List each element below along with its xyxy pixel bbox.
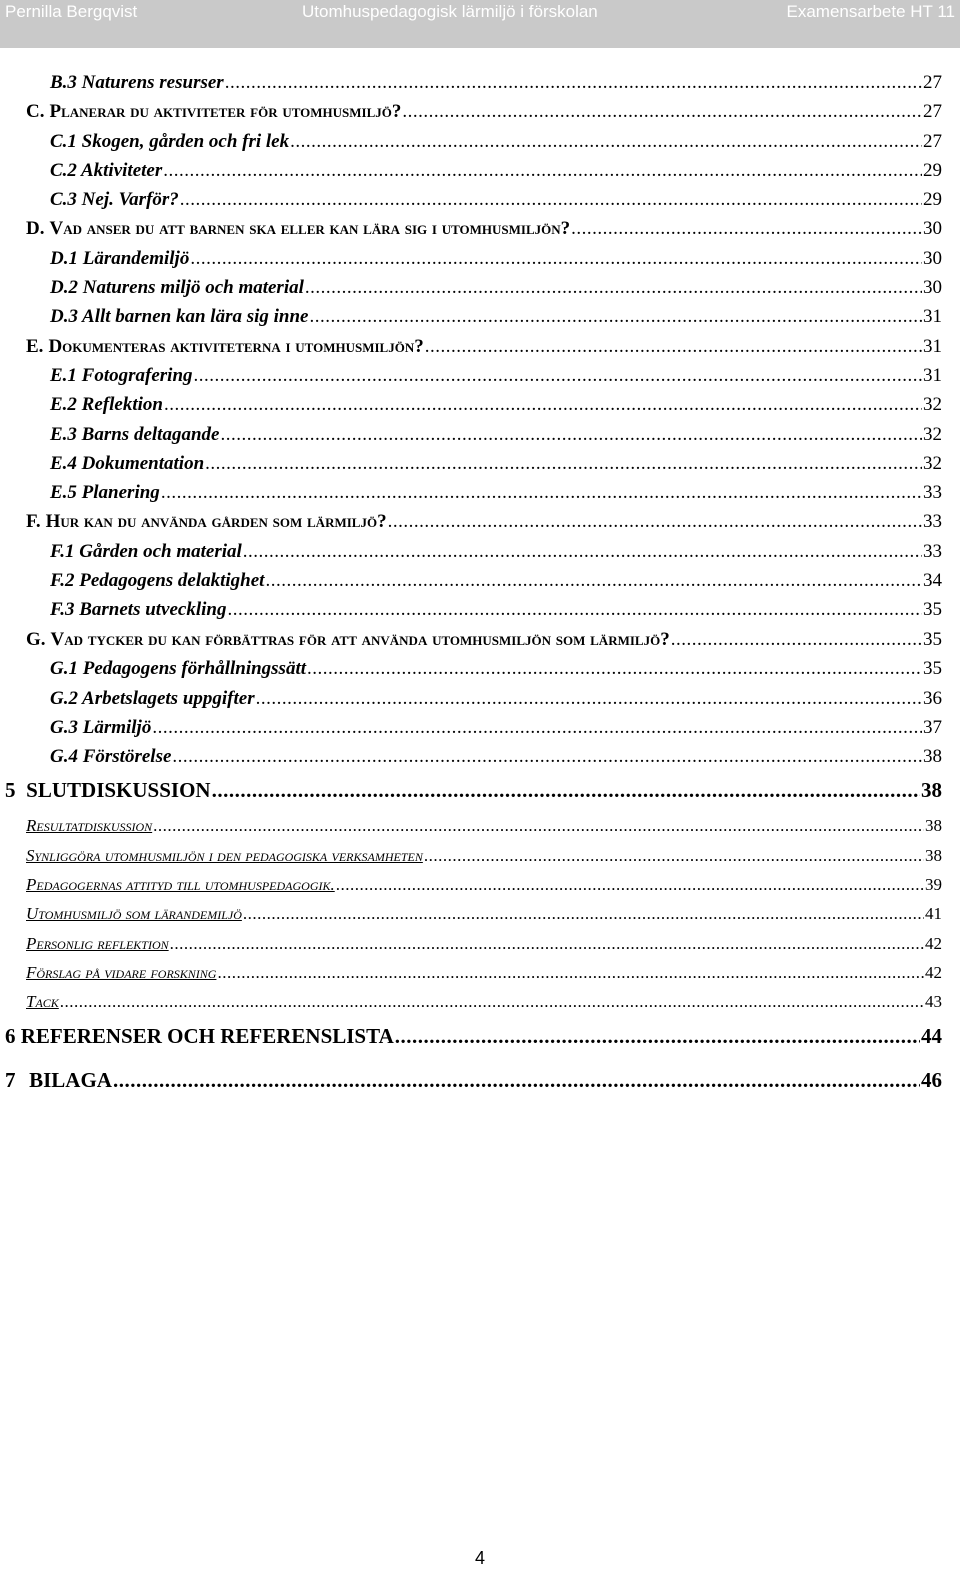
- toc-entry[interactable]: [26, 904, 942, 924]
- toc-entry-title: D.3 Allt barnen kan lära sig inne: [50, 306, 309, 327]
- toc-entry-title: BILAGA: [29, 1068, 112, 1092]
- toc-entry-title: F.3 Barnets utveckling: [50, 599, 227, 620]
- toc-entry[interactable]: [26, 934, 942, 954]
- toc-entry-title: Pedagogernas attityd till utomhuspedagogik.: [26, 875, 335, 894]
- toc-entry-number: G.: [26, 629, 46, 650]
- toc-entry-page: 30: [923, 277, 942, 298]
- toc-entry[interactable]: [50, 131, 942, 153]
- toc-entry[interactable]: [26, 875, 942, 895]
- toc-entry[interactable]: [50, 72, 942, 94]
- toc-entry[interactable]: [50, 658, 942, 680]
- toc-leader-dots: [243, 541, 922, 563]
- toc-entry[interactable]: [50, 688, 942, 710]
- toc-entry-title: Utomhusmiljö som lärandemiljö: [26, 904, 242, 923]
- toc-leader-dots: [310, 306, 923, 328]
- toc-leader-dots: [172, 746, 922, 768]
- toc-entry-title: Tack: [26, 992, 59, 1011]
- toc-entry-number: F.: [26, 511, 41, 532]
- toc-entry[interactable]: [50, 277, 942, 299]
- toc-entry-title: Personlig reflektion: [26, 934, 169, 953]
- toc-entry-page: 32: [923, 394, 942, 415]
- toc-entry-title: F.2 Pedagogens delaktighet: [50, 570, 265, 591]
- toc-leader-dots: [265, 570, 922, 592]
- toc-entry-number: D.: [26, 218, 45, 239]
- toc-entry-title: E.4 Dokumentation: [50, 453, 205, 474]
- toc-entry[interactable]: [50, 160, 942, 182]
- toc-entry-number: 6: [5, 1024, 16, 1048]
- header-author: Pernilla Bergqvist: [5, 2, 138, 21]
- toc-leader-dots: [336, 875, 924, 895]
- toc-leader-dots: [194, 365, 922, 387]
- toc-entry-page: 35: [923, 599, 942, 620]
- toc-entry-title: C.2 Aktiviteter: [50, 160, 163, 181]
- toc-entry-page: 27: [923, 131, 942, 152]
- toc-leader-dots: [113, 1068, 920, 1093]
- toc-leader-dots: [290, 131, 922, 153]
- toc-entry-page: 30: [923, 218, 942, 239]
- toc-entry[interactable]: [26, 629, 942, 651]
- toc-entry[interactable]: [50, 248, 942, 270]
- toc-entry-number: C.: [26, 101, 45, 122]
- toc-entry-page: 33: [923, 482, 942, 503]
- toc-entry[interactable]: [5, 1068, 942, 1093]
- toc-entry-page: 37: [923, 717, 942, 738]
- toc-entry-page: 31: [923, 306, 942, 327]
- toc-entry-page: 36: [923, 688, 942, 709]
- toc-leader-dots: [217, 963, 924, 983]
- toc-entry-title: G.4 Förstörelse: [50, 746, 172, 767]
- toc-leader-dots: [220, 424, 922, 446]
- toc-entry-title: Resultatdiskussion: [26, 816, 153, 835]
- header-title: Utomhuspedagogisk lärmiljö i förskolan: [302, 2, 598, 21]
- toc-entry[interactable]: [5, 778, 942, 803]
- toc-entry[interactable]: [50, 717, 942, 739]
- toc-entry-page: 39: [925, 875, 942, 894]
- toc-entry-page: 38: [921, 778, 942, 802]
- toc-entry-title: Hur kan du använda gården som lärmiljö?: [45, 511, 387, 532]
- toc-entry-number: E.: [26, 336, 44, 357]
- toc-entry-page: 38: [925, 816, 942, 835]
- toc-entry-page: 44: [921, 1024, 942, 1048]
- toc-entry[interactable]: [50, 365, 942, 387]
- toc-entry-page: 46: [921, 1068, 942, 1092]
- toc-entry[interactable]: [26, 992, 942, 1012]
- toc-leader-dots: [180, 189, 922, 211]
- toc-entry[interactable]: [50, 306, 942, 328]
- toc-entry-page: 29: [923, 189, 942, 210]
- toc-leader-dots: [152, 717, 922, 739]
- toc-entry-page: 29: [923, 160, 942, 181]
- toc-entry-title: G.1 Pedagogens förhållningssätt: [50, 658, 307, 679]
- toc-entry-title: D.2 Naturens miljö och material: [50, 277, 304, 298]
- toc-leader-dots: [161, 482, 922, 504]
- toc-entry-title: Vad tycker du kan förbättras för att använda utomhusmiljön som lärmiljö?: [50, 629, 670, 650]
- toc-entry-page: 27: [923, 72, 942, 93]
- toc-leader-dots: [395, 1024, 920, 1049]
- toc-entry-page: 32: [923, 453, 942, 474]
- toc-entry[interactable]: [50, 424, 942, 446]
- toc-entry-number: 5: [5, 778, 16, 802]
- toc-entry-page: 34: [923, 570, 942, 591]
- toc-entry[interactable]: [50, 189, 942, 211]
- toc-entry-title: E.3 Barns deltagande: [50, 424, 220, 445]
- toc-entry[interactable]: [50, 394, 942, 416]
- toc-entry-page: 42: [925, 934, 942, 953]
- toc-entry-title: B.3 Naturens resurser: [50, 72, 224, 93]
- toc-entry-page: 33: [923, 511, 942, 532]
- toc-leader-dots: [307, 658, 922, 680]
- toc-entry[interactable]: [50, 570, 942, 592]
- toc-leader-dots: [425, 336, 922, 358]
- toc-entry-page: 35: [923, 658, 942, 679]
- toc-entry-title: Synliggöra utomhusmiljön i den pedagogiska verksamheten: [26, 846, 423, 865]
- page-number: 4: [474, 1548, 485, 1568]
- toc-leader-dots: [212, 778, 920, 803]
- toc-entry[interactable]: [5, 1024, 942, 1049]
- toc-entry[interactable]: [26, 511, 942, 533]
- toc-entry[interactable]: [26, 101, 942, 123]
- toc-leader-dots: [190, 248, 922, 270]
- toc-entry-title: F.1 Gården och material: [50, 541, 242, 562]
- toc-entry-page: 35: [923, 629, 942, 650]
- toc-leader-dots: [163, 160, 922, 182]
- toc-leader-dots: [671, 629, 922, 651]
- toc-entry-page: 32: [923, 424, 942, 445]
- toc-entry-title: Vad anser du att barnen ska eller kan lära sig i utomhusmiljön?: [49, 218, 571, 239]
- toc-leader-dots: [227, 599, 922, 621]
- toc-entry-title: Planerar du aktiviteter för utomhusmiljö?: [49, 101, 402, 122]
- toc-entry[interactable]: [26, 963, 942, 983]
- toc-entry-page: 41: [925, 904, 942, 923]
- toc-entry[interactable]: [50, 453, 942, 475]
- toc-entry-title: G.3 Lärmiljö: [50, 717, 152, 738]
- toc-entry-page: 31: [923, 336, 942, 357]
- toc-leader-dots: [305, 277, 922, 299]
- toc-entry-page: 42: [925, 963, 942, 982]
- toc-entry-number: 7: [5, 1068, 16, 1092]
- toc-entry-title: E.5 Planering: [50, 482, 160, 503]
- toc-leader-dots: [164, 394, 922, 416]
- toc-leader-dots: [205, 453, 922, 475]
- toc-entry[interactable]: [26, 816, 942, 836]
- toc-leader-dots: [153, 816, 924, 836]
- toc-leader-dots: [388, 511, 922, 533]
- toc-entry-title: SLUTDISKUSSION: [26, 778, 211, 802]
- toc-leader-dots: [225, 72, 922, 94]
- toc-leader-dots: [571, 218, 922, 240]
- toc-entry-title: Förslag på vidare forskning: [26, 963, 217, 982]
- toc-entry-page: 27: [923, 101, 942, 122]
- toc-entry[interactable]: [26, 846, 942, 866]
- toc-entry-title: C.1 Skogen, gården och fri lek: [50, 131, 290, 152]
- toc-entry-title: D.1 Lärandemiljö: [50, 248, 190, 269]
- toc-entry-page: 30: [923, 248, 942, 269]
- toc-leader-dots: [256, 688, 922, 710]
- toc-entry[interactable]: [26, 218, 942, 240]
- toc-entry-page: 38: [923, 746, 942, 767]
- toc-entry-title: REFERENSER OCH REFERENSLISTA: [20, 1024, 394, 1048]
- toc-entry-title: Dokumenteras aktiviteterna i utomhusmiljön?: [48, 336, 424, 357]
- toc-entry[interactable]: [50, 746, 942, 768]
- toc-entry[interactable]: [50, 482, 942, 504]
- header-work: Examensarbete HT 11: [786, 2, 955, 21]
- toc-entry[interactable]: [50, 541, 942, 563]
- toc-leader-dots: [170, 934, 924, 954]
- page-header: [0, 0, 960, 48]
- toc-entry-page: 38: [925, 846, 942, 865]
- toc-entry-page: 43: [925, 992, 942, 1011]
- toc-leader-dots: [424, 846, 924, 866]
- toc-entry[interactable]: [26, 336, 942, 358]
- toc-entry-title: G.2 Arbetslagets uppgifter: [50, 688, 255, 709]
- toc-leader-dots: [243, 904, 924, 924]
- toc-entry-title: C.3 Nej. Varför?: [50, 189, 179, 210]
- toc-entry[interactable]: [50, 599, 942, 621]
- toc-entry-page: 31: [923, 365, 942, 386]
- toc-entry-title: E.1 Fotografering: [50, 365, 193, 386]
- toc-leader-dots: [60, 992, 924, 1012]
- toc-entry-page: 33: [923, 541, 942, 562]
- toc-leader-dots: [402, 101, 922, 123]
- toc-entry-title: E.2 Reflektion: [50, 394, 163, 415]
